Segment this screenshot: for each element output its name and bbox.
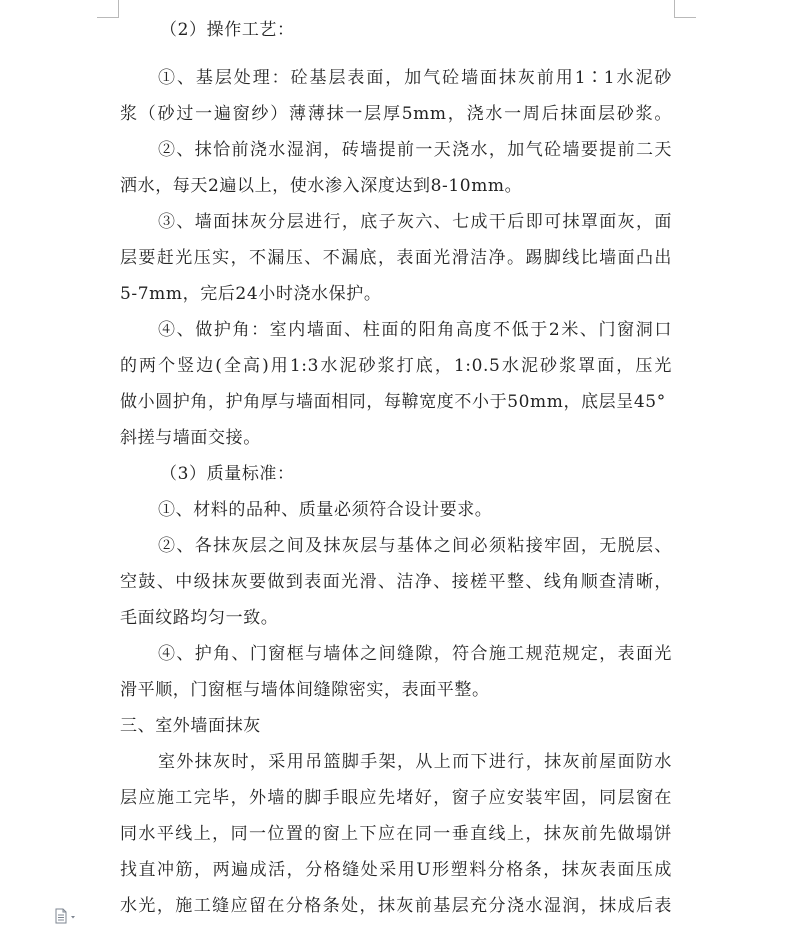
chevron-down-icon (71, 916, 75, 919)
heading-quality-standard: （3）质量标准： (160, 464, 295, 484)
paragraph-line: 毛面纹路均匀一致。 (120, 608, 279, 628)
paragraph-line: 的两个竖边(全高)用1:3水泥砂浆打底，1:0.5水泥砂浆罩面，压光 (120, 356, 672, 376)
crop-mark-top-right-vertical (674, 0, 675, 18)
paragraph-line: 洒水，每天2遍以上，使水渗入深度达到8-10mm。 (120, 176, 523, 196)
paragraph-line: 做小圆护角，护角厚与墙面相同，每鞥宽度不小于50mm，底层呈45° (120, 392, 666, 412)
heading-operation-process: （2）操作工艺： (160, 20, 295, 40)
paragraph-line: 浆（砂过一遍窗纱）薄薄抹一层厚5mm，浇水一周后抹面层砂浆。 (120, 104, 672, 124)
paragraph-line: ③、墙面抹灰分层进行，底子灰六、七成干后即可抹罩面灰，面 (158, 212, 672, 232)
paragraph-line: ②、各抹灰层之间及抹灰层与基体之间必须粘接牢固，无脱层、 (158, 536, 672, 556)
paragraph-line: 斜搓与墙面交接。 (120, 428, 261, 448)
document-icon (55, 908, 81, 924)
paragraph-line: 找直冲筋，两遍成活，分格缝处采用U形塑料分格条，抹灰表面压成 (120, 860, 672, 880)
crop-mark-top-left-vertical (118, 0, 119, 18)
paragraph-line: 水光，施工缝应留在分格条处，抹灰前基层充分浇水湿润，抹成后表 (120, 896, 672, 916)
paragraph-line: 层应施工完毕，外墙的脚手眼应先堵好，窗子应安装牢固，同层窗在 (120, 788, 672, 808)
paragraph-line: ④、护角、门窗框与墙体之间缝隙，符合施工规范规定，表面光 (158, 644, 672, 664)
crop-mark-top-left-horizontal (97, 17, 119, 18)
paragraph-line: 层要赶光压实，不漏压、不漏底，表面光滑洁净。踢脚线比墙面凸出 (120, 248, 672, 268)
section-heading-exterior-plastering: 三、室外墙面抹灰 (120, 716, 261, 736)
document-options-button[interactable] (55, 908, 81, 924)
paragraph-line: ②、抹恰前浇水湿润，砖墙提前一天浇水，加气砼墙要提前二天 (158, 140, 672, 160)
paragraph-line: 室外抹灰时，采用吊篮脚手架，从上而下进行，抹灰前屋面防水 (158, 752, 672, 772)
paragraph-line: 5-7mm，完后24小时浇水保护。 (120, 284, 382, 304)
crop-mark-top-right-horizontal (674, 17, 696, 18)
paragraph-line: 滑平顺，门窗框与墙体间缝隙密实，表面平整。 (120, 680, 490, 700)
paragraph-line: ④、做护角：室内墙面、柱面的阳角高度不低于2米、门窗洞口 (158, 320, 672, 340)
paragraph-line: 同水平线上，同一位置的窗上下应在同一垂直线上，抹灰前先做塌饼 (120, 824, 672, 844)
paragraph-line: ①、材料的品种、质量必须符合设计要求。 (158, 500, 493, 520)
paragraph-line: ①、基层处理：砼基层表面，加气砼墙面抹灰前用1∶1水泥砂 (158, 68, 672, 88)
paragraph-line: 空鼓、中级抹灰要做到表面光滑、洁净、接槎平整、线角顺查清晰， (120, 572, 672, 592)
